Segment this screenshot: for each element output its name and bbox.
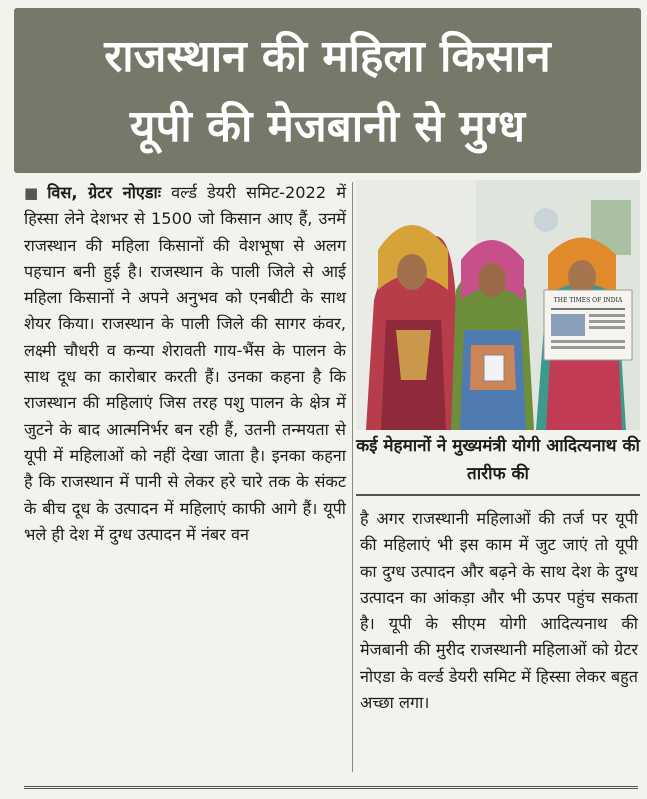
headline-line-2: यूपी की मेजबानी से मुग्ध [129,101,526,152]
photo-caption: कई मेहमानों ने मुख्यमंत्री योगी आदित्यनाथ की तारीफ की [356,432,640,496]
article-body-right: है अगर राजस्थानी महिलाओं की तर्ज पर यूपी की महिलाएं भी इस काम में जुट जाएं तो यूपी का दुग्ध उत्पादन और बढ़ने के साथ देश के दुग्ध उत्पादन का आंकड़ा और भी ऊपर पहुंच सकता है। यूपी के सीएम योगी आदित्यनाथ की मेजबानी की मुरीद राजस्थानी महिलाओं को ग्रेटर नोएडा के वर्ल्ड डेयरी समिट में हिस्सा लेकर बहुत अच्छा लगा। [360,509,638,713]
headline-banner [14,8,641,173]
square-bullet-icon: ■ [24,184,44,202]
dateline: विस, ग्रेटर नोएडाः [47,183,161,202]
article-body-left: वर्ल्ड डेयरी समिट-2022 में हिस्सा लेने देशभर से 1500 जो किसान आए हैं, उनमें राजस्थान की महिला किसानों की वेशभूषा से अलग पहचान बनी हुई है। राजस्थान के पाली जिले से आई महिला किसानों ने अपने अनुभव को एनबीटी के साथ शेयर किया। राजस्थान के पाली जिले की सागर कंवर, लक्ष्मी चौधरी व कन्या शेरावती गाय-भैंस के पालन के साथ दूध का कारोबार करती हैं। उनका कहना है कि राजस्थान की महिलाएं जिस तरह पशु पालन के क्षेत्र में जुटने के बाद आत्मनिर्भर बन रही हैं, उतनी तन्मयता से यूपी में महिलाओं को नहीं देखा जाता है। इनका कहना है कि राजस्थान में पानी से लेकर हरे चारे तक के संकट के बीच दूध के उत्पादन में महिलाएं काफी आगे हैं। यूपी भले ही देश में दुग्ध उत्पादन में नंबर वन [24,183,346,544]
column-divider [352,182,353,772]
article-column-left [24,180,346,548]
newspaper-masthead: THE TIMES OF INDIA [553,297,623,304]
headline-line-1: राजस्थान की महिला किसान [104,31,551,82]
news-photo [356,180,640,430]
article-column-right [360,506,638,716]
bottom-rule [24,786,638,789]
women-farmers-photo [356,180,640,430]
